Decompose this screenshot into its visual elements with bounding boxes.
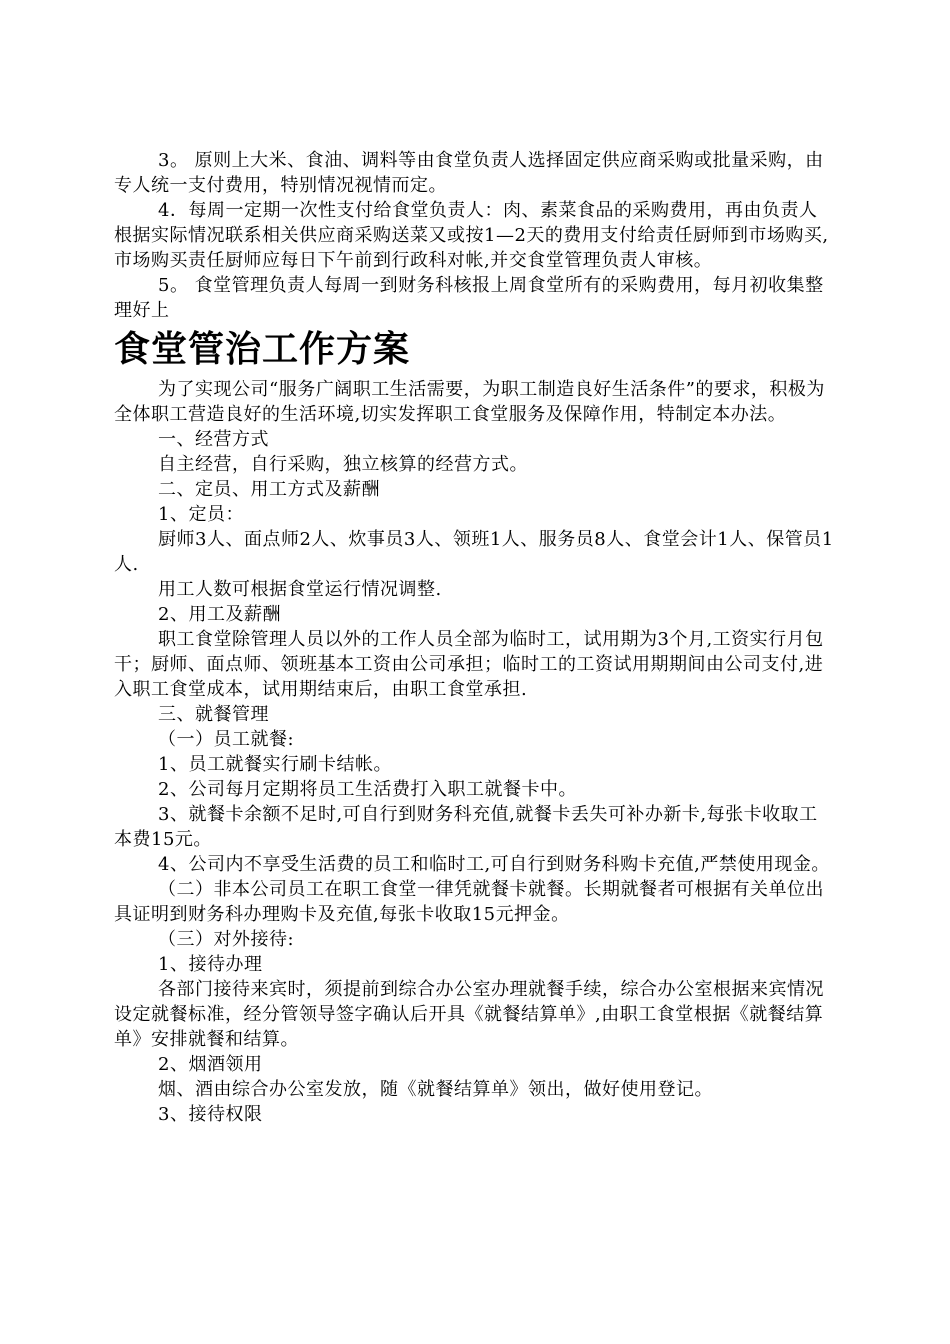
intro-paragraph: 为了实现公司“服务广阔职工生活需要，为职工制造良好生活条件”的要求，积极为全体职工营造良好的生活环境,切实发挥职工食堂服务及保障作用，特制定本办法。: [114, 379, 825, 425]
paragraph: 用工人数可根据食堂运行情况调整.: [158, 579, 442, 600]
section-heading-3: 三、就餐管理: [158, 704, 269, 725]
list-item: 3、接待权限: [158, 1104, 263, 1125]
document-title: 食堂管治工作方案: [114, 329, 411, 370]
section-heading-2: 二、定员、用工方式及薪酬: [158, 479, 380, 500]
paragraph: 职工食堂除管理人员以外的工作人员全部为临时工，试用期为3个月,工资实行月包干；厨师、面点师、领班基本工资由公司承担；临时工的工资试用期期间由公司支付,进入职工食堂成本，试用期结束后，由职工食堂承担.: [114, 629, 824, 700]
list-item: 1、员工就餐实行刷卡结帐。: [158, 754, 392, 775]
paragraph-item-4: 4．每周一定期一次性支付给食堂负责人：肉、素菜食品的采购费用，再由负责人根据实际情况联系相关供应商采购送菜又或按1—2天的费用支付给责任厨师到市场购买,市场购买责任厨师应每日下午前到行政科对帐,并交食堂管理负责人审核。: [114, 200, 829, 271]
paragraph-item-5: 5。 食堂管理负责人每周一到财务科核报上周食堂所有的采购费用，每月初收集整理好上: [114, 275, 824, 321]
paragraph: 自主经营，自行采购，独立核算的经营方式。: [158, 454, 528, 475]
document-body: [114, 148, 834, 1127]
paragraph-item-3: 3。 原则上大米、食油、调料等由食堂负责人选择固定供应商采购或批量采购，由专人统一支付费用，特别情况视情而定。: [114, 150, 824, 196]
paragraph: 厨师3人、面点师2人、炊事员3人、领班1人、服务员8人、食堂会计1人、保管员1人.: [114, 529, 834, 575]
subsection-heading: 2、用工及薪酬: [158, 604, 281, 625]
paragraph: （二）非本公司员工在职工食堂一律凭就餐卡就餐。长期就餐者可根据有关单位出具证明到财务科办理购卡及充值,每张卡收取15元押金。: [114, 879, 824, 925]
section-heading-1: 一、经营方式: [158, 429, 269, 450]
paragraph: 烟、酒由综合办公室发放，随《就餐结算单》领出，做好使用登记。: [158, 1079, 713, 1100]
subsection-heading: 1、定员：: [158, 504, 244, 525]
list-item: 3、就餐卡余额不足时,可自行到财务科充值,就餐卡丢失可补办新卡,每张卡收取工本费15元。: [114, 804, 818, 850]
list-item: 1、接待办理: [158, 954, 263, 975]
list-item: 2、公司每月定期将员工生活费打入职工就餐卡中。: [158, 779, 577, 800]
list-item: 4、公司内不享受生活费的员工和临时工,可自行到财务科购卡充值,严禁使用现金。: [158, 854, 830, 875]
list-item: 2、烟酒领用: [158, 1054, 263, 1075]
subsection-heading: （一）员工就餐:: [158, 729, 295, 750]
subsection-heading: （三）对外接待:: [158, 929, 295, 950]
paragraph: 各部门接待来宾时，须提前到综合办公室办理就餐手续，综合办公室根据来宾情况设定就餐标准，经分管领导签字确认后开具《就餐结算单》,由职工食堂根据《就餐结算单》安排就餐和结算。: [114, 979, 824, 1050]
